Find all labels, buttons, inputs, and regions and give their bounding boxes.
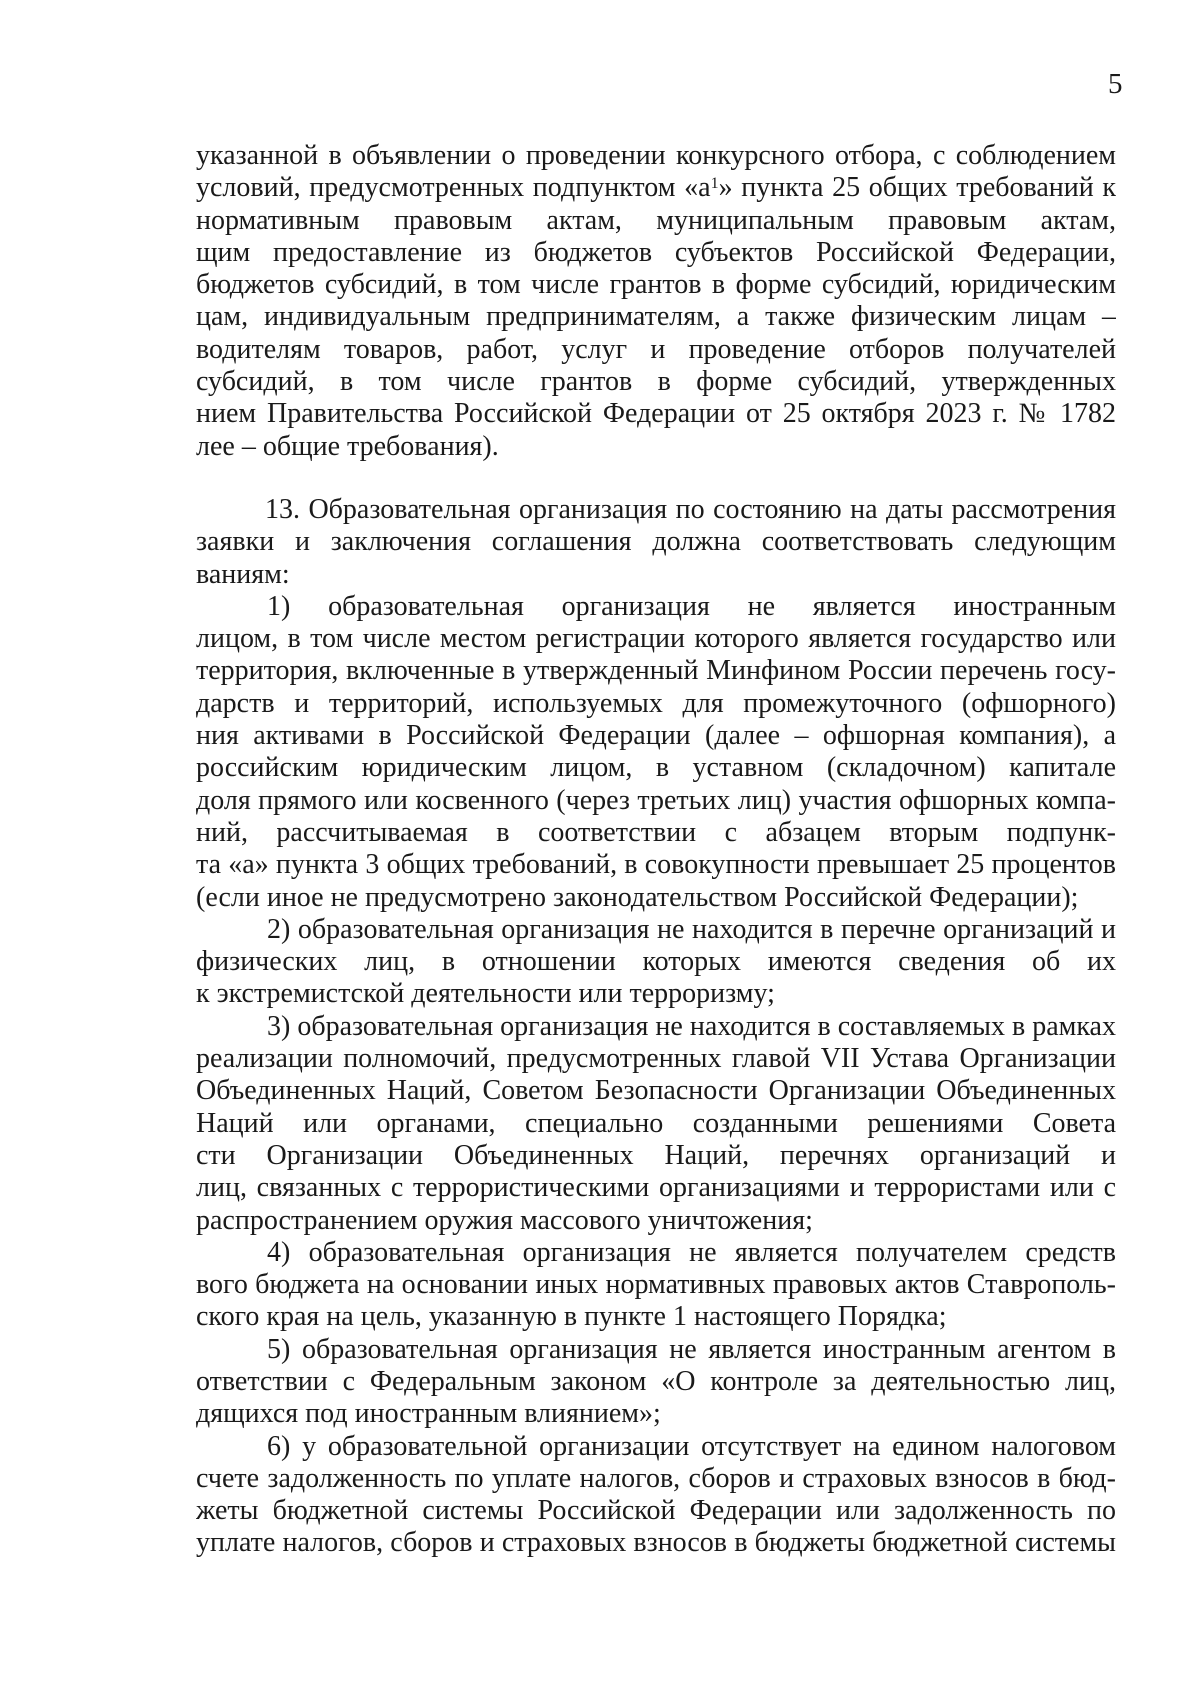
list-item-line: распространением оружия массового уничтожения; <box>196 1204 813 1236</box>
list-item-line: 4) образовательная организация не является получателем средств <box>267 1236 1116 1268</box>
list-item-3 <box>196 1011 1116 1237</box>
intro-line: лее – общие требования). <box>196 430 499 462</box>
footnote-superscript: 1 <box>710 174 719 192</box>
list-item-4 <box>196 1237 1116 1334</box>
list-item-line: ского края на цель, указанную в пункте 1 настоящего Порядка; <box>196 1301 947 1333</box>
intro-line: нием Правительства Российской Федерации от 25 октября 2023 г. № 1782 <box>196 398 1116 430</box>
clause-13-items <box>196 591 1116 1560</box>
list-item-line: дящихся под иностранным влиянием»; <box>196 1398 661 1430</box>
list-item-line: (если иное не предусмотрено законодательством Российской Федерации); <box>196 881 1079 913</box>
intro-line: водителям товаров, работ, услуг и проведение отборов получателей <box>196 333 1116 365</box>
page-number: 5 <box>1108 68 1123 100</box>
list-item-line: дарств и территорий, используемых для промежуточного (офшорного) <box>196 687 1116 719</box>
list-item-1 <box>196 591 1116 914</box>
list-item-2 <box>196 914 1116 1011</box>
list-item-line: счете задолженность по уплате налогов, сборов и страховых взносов в бюд- <box>196 1462 1116 1494</box>
list-item-line: ния активами в Российской Федерации (далее – офшорная компания), а <box>196 720 1116 752</box>
list-item-line: 6) у образовательной организации отсутствует на едином налоговом <box>267 1430 1116 1462</box>
list-item-line: 3) образовательная организация не находится в составляемых в рамках <box>267 1010 1116 1042</box>
list-item-line: реализации полномочий, предусмотренных главой VII Устава Организации <box>196 1043 1116 1075</box>
list-item-line: 5) образовательная организация не является иностранным агентом в <box>267 1333 1116 1365</box>
list-item-5 <box>196 1334 1116 1431</box>
intro-line: условий, предусмотренных подпунктом «а$^1$» пункта 25 общих требований к <box>196 172 1116 204</box>
list-item-line: Объединенных Наций, Советом Безопасности Организации Объединенных <box>196 1075 1116 1107</box>
clause-13 <box>196 494 1116 591</box>
list-item-line: лиц, связанных с террористическими организациями и террористами или с <box>196 1172 1116 1204</box>
clause-line: 13. Образовательная организация по состоянию на даты рассмотрения <box>265 493 1116 525</box>
intro-line: указанной в объявлении о проведении конкурсного отбора, с соблюдением <box>196 140 1116 171</box>
list-item-line: вого бюджета на основании иных нормативных правовых актов Ставрополь- <box>196 1269 1116 1301</box>
intro-line: цам, индивидуальным предпринимателям, а также физическим лицам – <box>196 301 1116 333</box>
list-item-line: российским юридическим лицом, в уставном (складочном) капитале <box>196 752 1116 784</box>
paragraph-gap <box>196 463 1116 494</box>
list-item-6 <box>196 1431 1116 1560</box>
list-item-line: Наций или органами, специально созданными решениями Совета <box>196 1107 1116 1139</box>
list-item-line: та «а» пункта 3 общих требований, в совокупности превышает 25 процентов <box>196 849 1116 881</box>
list-item-line: сти Организации Объединенных Наций, перечнях организаций и <box>196 1139 1116 1171</box>
intro-line: щим предоставление из бюджетов субъектов Российской Федерации, <box>196 236 1116 268</box>
list-item-line: уплате налогов, сборов и страховых взносов в бюджеты бюджетной системы <box>196 1527 1116 1559</box>
list-item-line: ответствии с Федеральным законом «О контроле за деятельностью лиц, <box>196 1365 1116 1397</box>
list-item-line: 2) образовательная организация не находится в перечне организаций и <box>267 913 1116 945</box>
intro-line: субсидий, в том числе грантов в форме субсидий, утвержденных <box>196 366 1116 398</box>
list-item-line: территория, включенные в утвержденный Минфином России перечень госу- <box>196 655 1116 687</box>
list-item-line: доля прямого или косвенного (через третьих лиц) участия офшорных компа- <box>196 784 1116 816</box>
intro-paragraph <box>196 140 1116 463</box>
clause-line: ваниям: <box>196 558 290 590</box>
list-item-line: к экстремистской деятельности или терроризму; <box>196 978 775 1010</box>
list-item-line: жеты бюджетной системы Российской Федерации или задолженность по <box>196 1495 1116 1527</box>
intro-line: бюджетов субсидий, в том числе грантов в форме субсидий, юридическим <box>196 269 1116 301</box>
document-body <box>196 140 1116 1560</box>
clause-line: заявки и заключения соглашения должна соответствовать следующим <box>196 526 1116 558</box>
list-item-line: ний, рассчитываемая в соответствии с абзацем вторым подпунк- <box>196 816 1116 848</box>
list-item-line: физических лиц, в отношении которых имеются сведения об их <box>196 946 1116 978</box>
intro-line: нормативным правовым актам, муниципальным правовым актам, <box>196 204 1116 236</box>
list-item-line: 1) образовательная организация не является иностранным <box>267 590 1116 622</box>
list-item-line: лицом, в том числе местом регистрации которого является государство или <box>196 623 1116 655</box>
